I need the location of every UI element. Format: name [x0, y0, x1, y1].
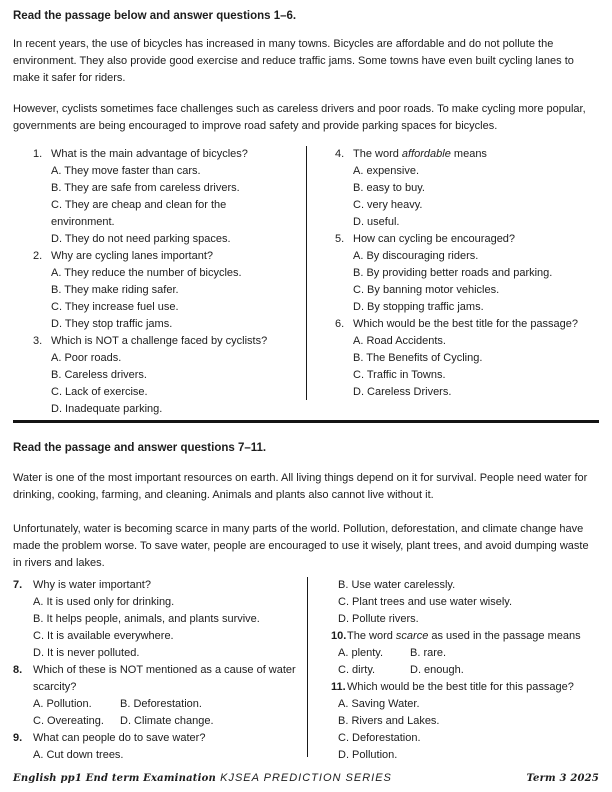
question-2-number: 2.	[33, 250, 43, 262]
question-5-text: How can cycling be encouraged?	[353, 233, 516, 245]
question-4-option-b: B. easy to buy.	[353, 182, 425, 194]
question-1-option-d: D. They do not need parking spaces.	[51, 233, 231, 245]
footer-term: Term 3 2025	[526, 773, 599, 784]
question-4	[335, 146, 587, 231]
question-1	[33, 146, 285, 248]
question-9-number: 9.	[13, 732, 23, 744]
question-2-option-d: D. They stop traffic jams.	[51, 318, 173, 330]
section2-questions-left-column	[13, 577, 298, 764]
question-1-option-a: A. They move faster than cars.	[51, 165, 201, 177]
question-10-option-b: B. rare.	[410, 647, 447, 659]
question-6-option-b: B. The Benefits of Cycling.	[353, 352, 483, 364]
question-11-option-b: B. Rivers and Lakes.	[338, 715, 440, 727]
question-5-number: 5.	[335, 233, 345, 245]
question-6-line	[335, 316, 587, 333]
question-4-text-pre: The word	[353, 148, 402, 160]
question-6-number: 6.	[335, 318, 345, 330]
question-9-continued	[331, 577, 601, 628]
question-11	[331, 679, 601, 764]
question-6-option-c: C. Traffic in Towns.	[353, 369, 446, 381]
question-2-text: Why are cycling lanes important?	[51, 250, 214, 262]
question-10-option-c: C. dirty.	[338, 664, 376, 676]
section2-paragraph-1: Water is one of the most important resources on earth. All living things depend on it for survival. People need water for drinking, cooking, farming, and cleaning. Animals and plants also cannot live without it.	[13, 472, 588, 501]
question-6	[335, 316, 587, 401]
question-10-options-row-1	[338, 645, 601, 662]
question-10-text-pre: The word	[347, 630, 396, 642]
question-5	[335, 231, 587, 316]
question-8-text: Which of these is NOT mentioned as a cause of water scarcity?	[33, 664, 296, 693]
footer-exam-title: English pp1 End term Examination	[13, 773, 216, 784]
question-5-option-d: D. By stopping traffic jams.	[353, 301, 484, 313]
question-9-text: What can people do to save water?	[33, 732, 206, 744]
question-8-number: 8.	[13, 664, 23, 676]
question-2-option-c: C. They increase fuel use.	[51, 301, 179, 313]
question-7-option-b: B. It helps people, animals, and plants survive.	[33, 613, 260, 625]
question-3-option-b: B. Careless drivers.	[51, 369, 147, 381]
question-8-option-a: A. Pollution.	[33, 698, 92, 710]
question-7-option-c: C. It is available everywhere.	[33, 630, 174, 642]
question-4-line	[335, 146, 587, 163]
section1-paragraph-2: However, cyclists sometimes face challenges such as careless drivers and poor roads. To make cycling more popular, governments are being encouraged to improve road safety and provide parking spaces for bicycles.	[13, 103, 586, 132]
question-1-option-b: B. They are safe from careless drivers.	[51, 182, 240, 194]
question-10-line	[331, 628, 601, 645]
section-divider-rule	[13, 420, 599, 423]
question-8-line	[13, 662, 298, 696]
question-4-text-italic: affordable	[401, 148, 451, 160]
section1-heading: Read the passage below and answer questions 1–6.	[13, 10, 297, 22]
question-10-number: 10.	[331, 630, 347, 642]
question-9-option-b: B. Use water carelessly.	[338, 579, 456, 591]
question-11-option-c: C. Deforestation.	[338, 732, 421, 744]
question-3	[33, 333, 285, 418]
question-5-line	[335, 231, 587, 248]
question-8-options-row-2	[33, 713, 298, 730]
question-5-option-a: A. By discouraging riders.	[353, 250, 479, 262]
question-10-option-d: D. enough.	[410, 664, 464, 676]
question-11-option-a: A. Saving Water.	[338, 698, 420, 710]
footer-series-title: KJSEA PREDICTION SERIES	[220, 772, 392, 784]
question-4-option-a: A. expensive.	[353, 165, 420, 177]
question-7-line	[13, 577, 298, 594]
question-2-option-a: A. They reduce the number of bicycles.	[51, 267, 242, 279]
question-1-number: 1.	[33, 148, 43, 160]
question-4-option-d: D. useful.	[353, 216, 400, 228]
question-7-text: Why is water important?	[33, 579, 151, 591]
question-1-text: What is the main advantage of bicycles?	[51, 148, 248, 160]
question-10	[331, 628, 601, 679]
question-4-text-post: means	[450, 148, 487, 160]
question-10-options-row-2	[338, 662, 601, 679]
section2-questions-right-column	[331, 577, 601, 764]
question-2	[33, 248, 285, 333]
section1-paragraph-1: In recent years, the use of bicycles has increased in many towns. Bicycles are affordable and do not pollute the environment. They also provide good exercise and reduce traffic jams. Some towns have even built cycling lanes to make it safer for riders.	[13, 38, 574, 84]
question-1-option-c: C. They are cheap and clean for the environment.	[51, 199, 227, 228]
question-10-text-italic: scarce	[395, 630, 429, 642]
question-11-number: 11.	[331, 681, 346, 693]
question-6-option-a: A. Road Accidents.	[353, 335, 446, 347]
question-8	[13, 662, 298, 730]
question-9	[13, 730, 298, 764]
section1-column-divider	[306, 146, 307, 400]
question-7-number: 7.	[13, 579, 23, 591]
question-3-number: 3.	[33, 335, 43, 347]
section1-questions-right-column	[315, 146, 587, 401]
question-11-line	[331, 679, 601, 696]
question-7-option-a: A. It is used only for drinking.	[33, 596, 175, 608]
question-11-text: Which would be the best title for this passage?	[347, 681, 574, 693]
question-7-option-d: D. It is never polluted.	[33, 647, 140, 659]
question-8-option-d: D. Climate change.	[120, 715, 214, 727]
question-3-option-a: A. Poor roads.	[51, 352, 122, 364]
question-10-text-post: as used in the passage means	[428, 630, 581, 642]
question-9-option-c: C. Plant trees and use water wisely.	[338, 596, 513, 608]
question-8-option-c: C. Overeating.	[33, 715, 104, 727]
section1-questions-left-column	[13, 146, 285, 418]
question-3-option-c: C. Lack of exercise.	[51, 386, 148, 398]
question-2-option-b: B. They make riding safer.	[51, 284, 179, 296]
question-8-option-b: B. Deforestation.	[120, 698, 202, 710]
page-footer	[13, 770, 599, 787]
question-6-text: Which would be the best title for the passage?	[353, 318, 579, 330]
question-11-option-d: D. Pollution.	[338, 749, 398, 761]
question-9-line	[13, 730, 298, 747]
question-2-line	[33, 248, 285, 265]
question-5-option-b: B. By providing better roads and parking.	[353, 267, 553, 279]
question-4-text	[353, 146, 587, 163]
question-6-option-d: D. Careless Drivers.	[353, 386, 452, 398]
question-9-option-d: D. Pollute rivers.	[338, 613, 419, 625]
question-10-text	[347, 628, 601, 645]
section2-paragraph-2: Unfortunately, water is becoming scarce in many parts of the world. Pollution, deforestation, and climate change have made the problem worse. To save water, people are encouraged to use it wisely, plant trees, and avoid dumping waste in rivers and lakes.	[13, 523, 589, 569]
question-3-line	[33, 333, 285, 350]
section2-heading: Read the passage and answer questions 7–11.	[13, 442, 267, 454]
question-4-number: 4.	[335, 148, 345, 160]
question-3-option-d: D. Inadequate parking.	[51, 403, 163, 415]
question-10-option-a: A. plenty.	[338, 647, 384, 659]
question-9-option-a: A. Cut down trees.	[33, 749, 124, 761]
question-5-option-c: C. By banning motor vehicles.	[353, 284, 500, 296]
question-3-text: Which is NOT a challenge faced by cyclists?	[51, 335, 268, 347]
question-8-options-row-1	[33, 696, 298, 713]
question-1-line	[33, 146, 285, 163]
section2-column-divider	[307, 577, 308, 757]
question-4-option-c: C. very heavy.	[353, 199, 423, 211]
question-7	[13, 577, 298, 662]
